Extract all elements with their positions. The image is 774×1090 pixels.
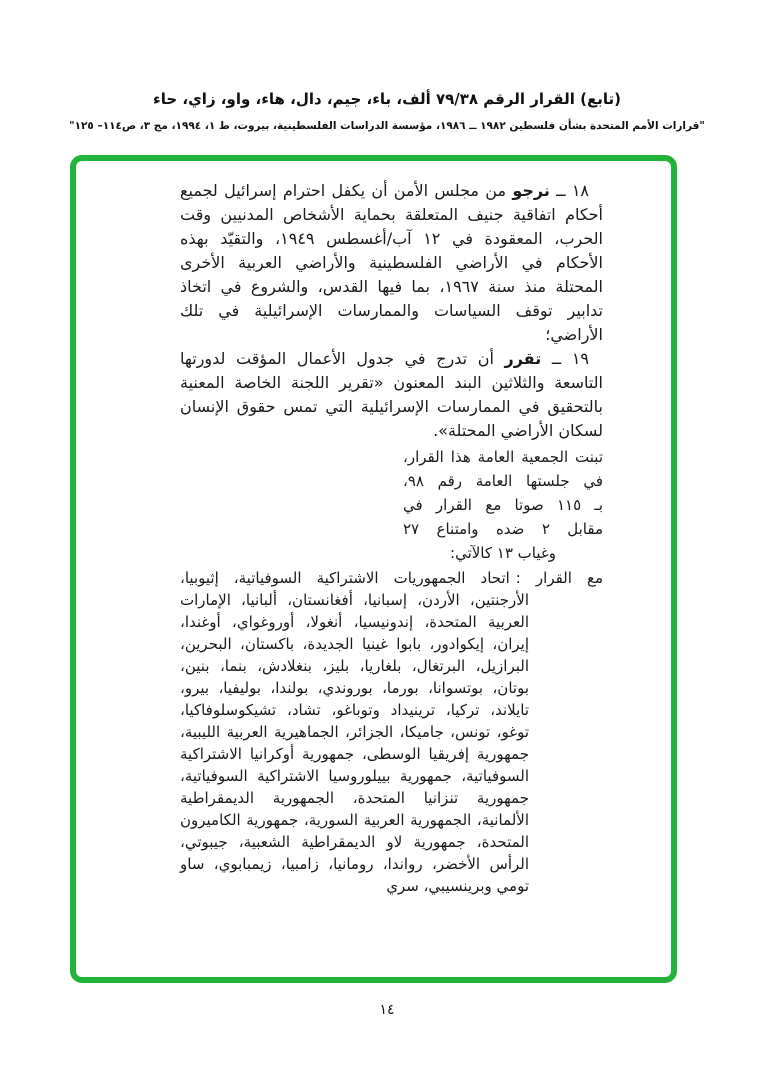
adoption-note	[403, 445, 603, 565]
clause-18-operative-verb: نرجو	[512, 181, 550, 200]
vote-with-label: مع القرار :	[515, 569, 603, 587]
resolution-title: (تابع) القرار الرقم ٧٩/٣٨ ألف، باء، جيم، دال، هاء، واو، زاي، حاء	[153, 90, 621, 108]
clause-18-number: ١٨ ــ	[549, 181, 589, 200]
paragraph-clause-19	[180, 347, 603, 443]
clause-19-number: ١٩ ــ	[541, 349, 589, 368]
adoption-line: في جلستها العامة رقم ٩٨،	[403, 472, 603, 490]
adoption-line: تبنت الجمعية العامة هذا القرار،	[403, 448, 603, 466]
vote-with-country-list: اتحاد الجمهوريات الاشتراكية السوفياتية، إثيوبيا، الأرجنتين، الأردن، إسبانيا، أفغانستان، ألبانيا، الإمارات العربية المتحدة، إندونيسيا، أنغولا، أوروغواي، أوغندا، إيران، إيكوادور، بابوا غينيا الجديدة، باكستان، البحرين، البرازيل، البرتغال، بلغاريا، بليز، بنغلادش، بنما، بنين، بوتان، بوتسوانا، بورما، بوروندي، بولندا، بوليفيا، بيرو، تايلاند، تركيا، ترينيداد وتوباغو، تشاد، تشيكوسلوفاكيا، توغو، تونس، جاميكا، الجزائر، الجماهيرية العربية الليبية، جمهورية إفريقيا الوسطى، جمهورية أوكرانيا الاشتراكية السوفياتية، جمهورية بييلوروسيا الاشتراكية السوفياتية، جمهورية تنزانيا المتحدة، الجمهورية الديمقراطية الألمانية، الجمهورية العربية السورية، جمهورية الكاميرون المتحدة، جمهورية لاو الديمقراطية الشعبية، جيبوتي، الرأس الأخضر، رواندا، رومانيا، زامبيا، زيمبابوي، ساو تومي وبرينسيبي، سري	[180, 569, 529, 895]
document-content	[70, 155, 677, 983]
clause-18-text: من مجلس الأمن أن يكفل احترام إسرائيل لجميع أحكام اتفاقية جنيف المتعلقة بحماية الأشخاص المدنيين وقت الحرب، المعقودة في ١٢ آب/أغسطس ١٩٤٩، والتقيّد بهذه الأحكام في الأراضي الفلسطينية والأراضي العربية الأخرى المحتلة منذ سنة ١٩٦٧، بما فيها القدس، والشروع في اتخاذ تدابير توقف السياسات والممارسات الإسرائيلية في تلك الأراضي؛	[180, 181, 604, 344]
paragraph-clause-18	[180, 179, 603, 347]
adoption-line: بـ ١١٥ صوتا مع القرار في	[403, 496, 603, 514]
source-citation: "قرارات الأمم المتحدة بشأن فلسطين ١٩٨٢ ــ ١٩٨٦، مؤسسة الدراسات الفلسطينية، بيروت، ط ١، ١٩٩٤، مج ٣، ص١١٤– ١٢٥"	[69, 120, 705, 132]
clause-19-text: أن تدرج في جدول الأعمال المؤقت لدورتها التاسعة والثلاثين البند المعنون «تقرير اللجنة الخاصة المعنية بالتحقيق في الممارسات الإسرائيلية التي تمس حقوق الإنسان لسكان الأراضي المحتلة».	[180, 349, 603, 440]
adoption-line: وغياب ١٣ كالآتي:	[450, 544, 556, 562]
page-number: ١٤	[379, 1002, 395, 1018]
clause-19-operative-verb: تقرر	[504, 349, 542, 368]
vote-result-paragraph	[180, 567, 603, 897]
adoption-line: مقابل ٢ ضده وامتناع ٢٧	[403, 520, 603, 538]
